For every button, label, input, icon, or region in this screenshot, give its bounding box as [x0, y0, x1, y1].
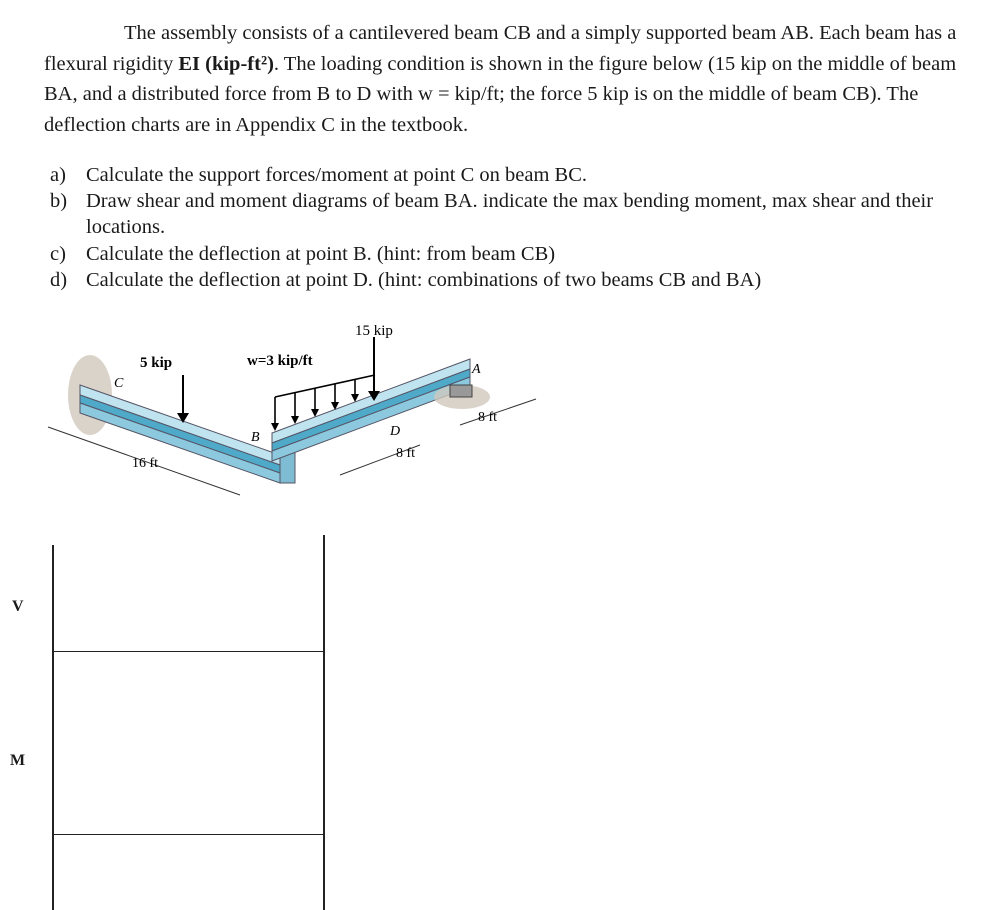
- label-5kip: 5 kip: [140, 355, 173, 371]
- beam-ba: [272, 359, 470, 461]
- label-point-b: B: [251, 430, 260, 445]
- question-d: [50, 267, 761, 293]
- question-text: Draw shear and moment diagrams of beam BA. indicate the max bending moment, max shear and their locations.: [86, 190, 934, 238]
- grid-right-border: [323, 535, 325, 910]
- grid-divider-moment: [52, 834, 323, 835]
- question-label: b): [50, 190, 68, 212]
- label-point-c: C: [114, 376, 124, 391]
- question-text: Calculate the support forces/moment at point C on beam BC.: [86, 164, 588, 186]
- intro-text-2: . The loading condition is shown in the figure below (15 kip on the middle of beam BA, and a distributed force from B to D with w = kip/ft; the force 5 kip is on the middle of beam CB). The deflection charts are in Appendix C in the textbook.: [44, 52, 957, 136]
- question-label: d): [50, 269, 68, 291]
- label-w-load: w=3 kip/ft: [247, 353, 313, 369]
- question-text: Calculate the deflection at point B. (hint: from beam CB): [86, 243, 556, 265]
- beam-assembly-figure: [40, 315, 560, 515]
- moment-axis-label: M: [10, 752, 26, 769]
- label-point-d: D: [390, 424, 401, 439]
- pin-support-a: [450, 385, 472, 397]
- grid-divider-shear: [52, 651, 323, 652]
- question-c: [50, 241, 555, 267]
- label-15kip: 15 kip: [355, 323, 393, 339]
- label-point-a: A: [472, 362, 481, 377]
- intro-text-1: The assembly consists of a cantilevered beam CB and a simply supported beam AB. Each beam has a flexural rigidity: [44, 22, 957, 75]
- question-a: [50, 162, 587, 188]
- problem-statement: [44, 18, 974, 140]
- label-8ft-da: 8 ft: [478, 410, 498, 425]
- question-b: [50, 188, 990, 240]
- beam-cb: [80, 385, 295, 483]
- label-8ft-bd: 8 ft: [396, 446, 416, 461]
- label-16ft: 16 ft: [132, 456, 159, 471]
- question-label: c): [50, 243, 66, 265]
- question-text: Calculate the deflection at point D. (hint: combinations of two beams CB and BA): [86, 269, 762, 291]
- question-label: a): [50, 164, 66, 186]
- intro-bold-ei: EI (kip-ft²): [178, 52, 274, 75]
- grid-left-border: [52, 545, 54, 910]
- shear-axis-label: V: [12, 598, 24, 615]
